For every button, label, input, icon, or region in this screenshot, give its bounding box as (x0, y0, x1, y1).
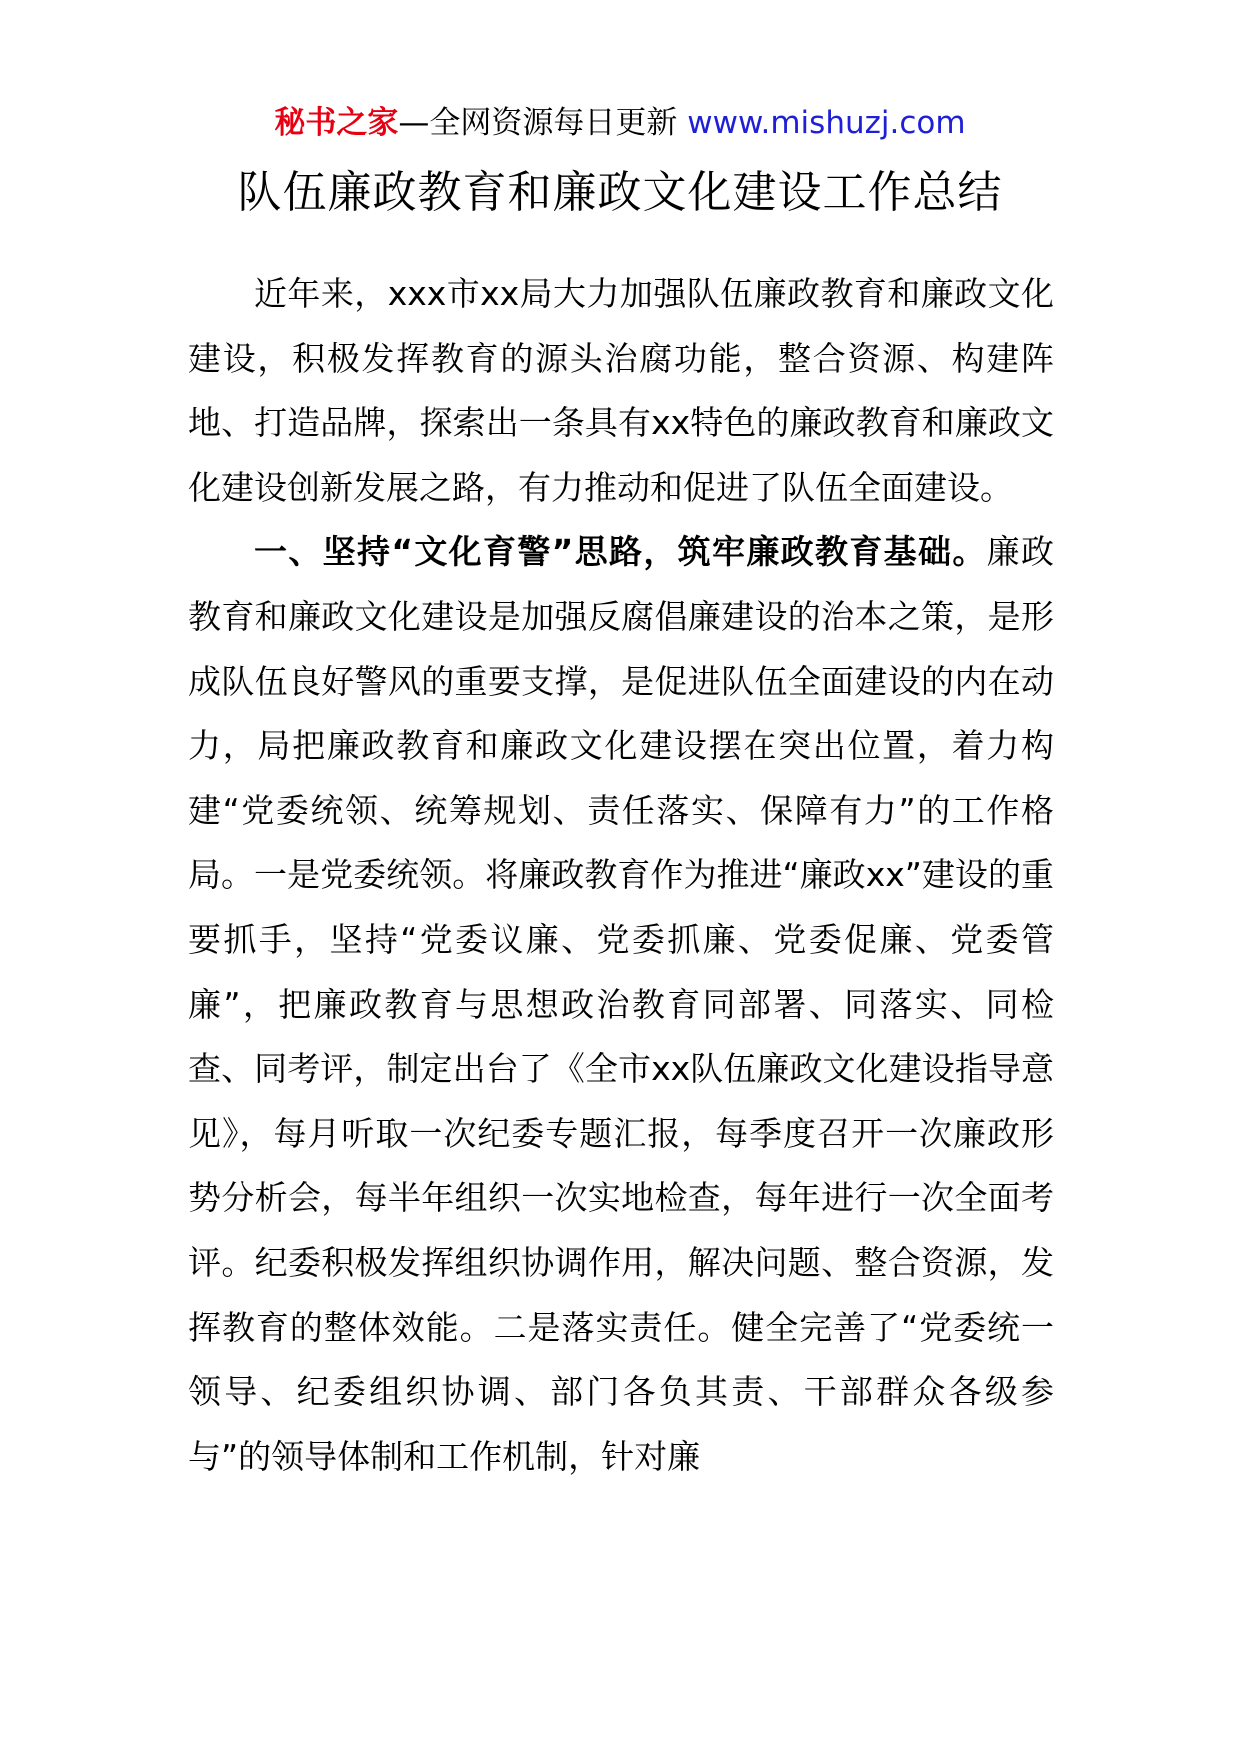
intro-paragraph (188, 262, 1054, 520)
section-one-paragraph (188, 520, 1054, 1489)
site-header (0, 100, 1240, 146)
brand-name: 秘书之家 (274, 105, 399, 141)
document-title: 队伍廉政教育和廉政文化建设工作总结 (237, 167, 1003, 218)
section-one-heading: 一、坚持“文化育警”思路，筑牢廉政教育基础。 (254, 532, 987, 572)
intro-paragraph-text: 近年来，xxx市xx局大力加强队伍廉政教育和廉政文化建设，积极发挥教育的源头治腐功能，整合资源、构建阵地、打造品牌，探索出一条具有xx特色的廉政教育和廉政文化建设创新发展之路，有力推动和促进了队伍全面建设。 (188, 274, 1054, 507)
section-one-text: 廉政教育和廉政文化建设是加强反腐倡廉建设的治本之策，是形成队伍良好警风的重要支撑，是促进队伍全面建设的内在动力，局把廉政教育和廉政文化建设摆在突出位置，着力构建“党委统领、统筹规划、责任落实、保障有力”的工作格局。一是党委统领。将廉政教育作为推进“廉政xx”建设的重要抓手，坚持“党委议廉、党委抓廉、党委促廉、党委管廉”，把廉政教育与思想政治教育同部署、同落实、同检查、同考评，制定出台了《全市xx队伍廉政文化建设指导意见》，每月听取一次纪委专题汇报，每季度召开一次廉政形势分析会，每半年组织一次实地检查，每年进行一次全面考评。纪委积极发挥组织协调作用，解决问题、整合资源，发挥教育的整体效能。二是落实责任。健全完善了“党委统一领导、纪委组织协调、部门各负其责、干部群众各级参与”的领导体制和工作机制，针对廉 (188, 532, 1054, 1476)
site-url-link[interactable]: www.mishuzj.com (687, 105, 966, 141)
header-slogan: —全网资源每日更新 (398, 105, 678, 141)
document-body (188, 262, 1054, 1489)
